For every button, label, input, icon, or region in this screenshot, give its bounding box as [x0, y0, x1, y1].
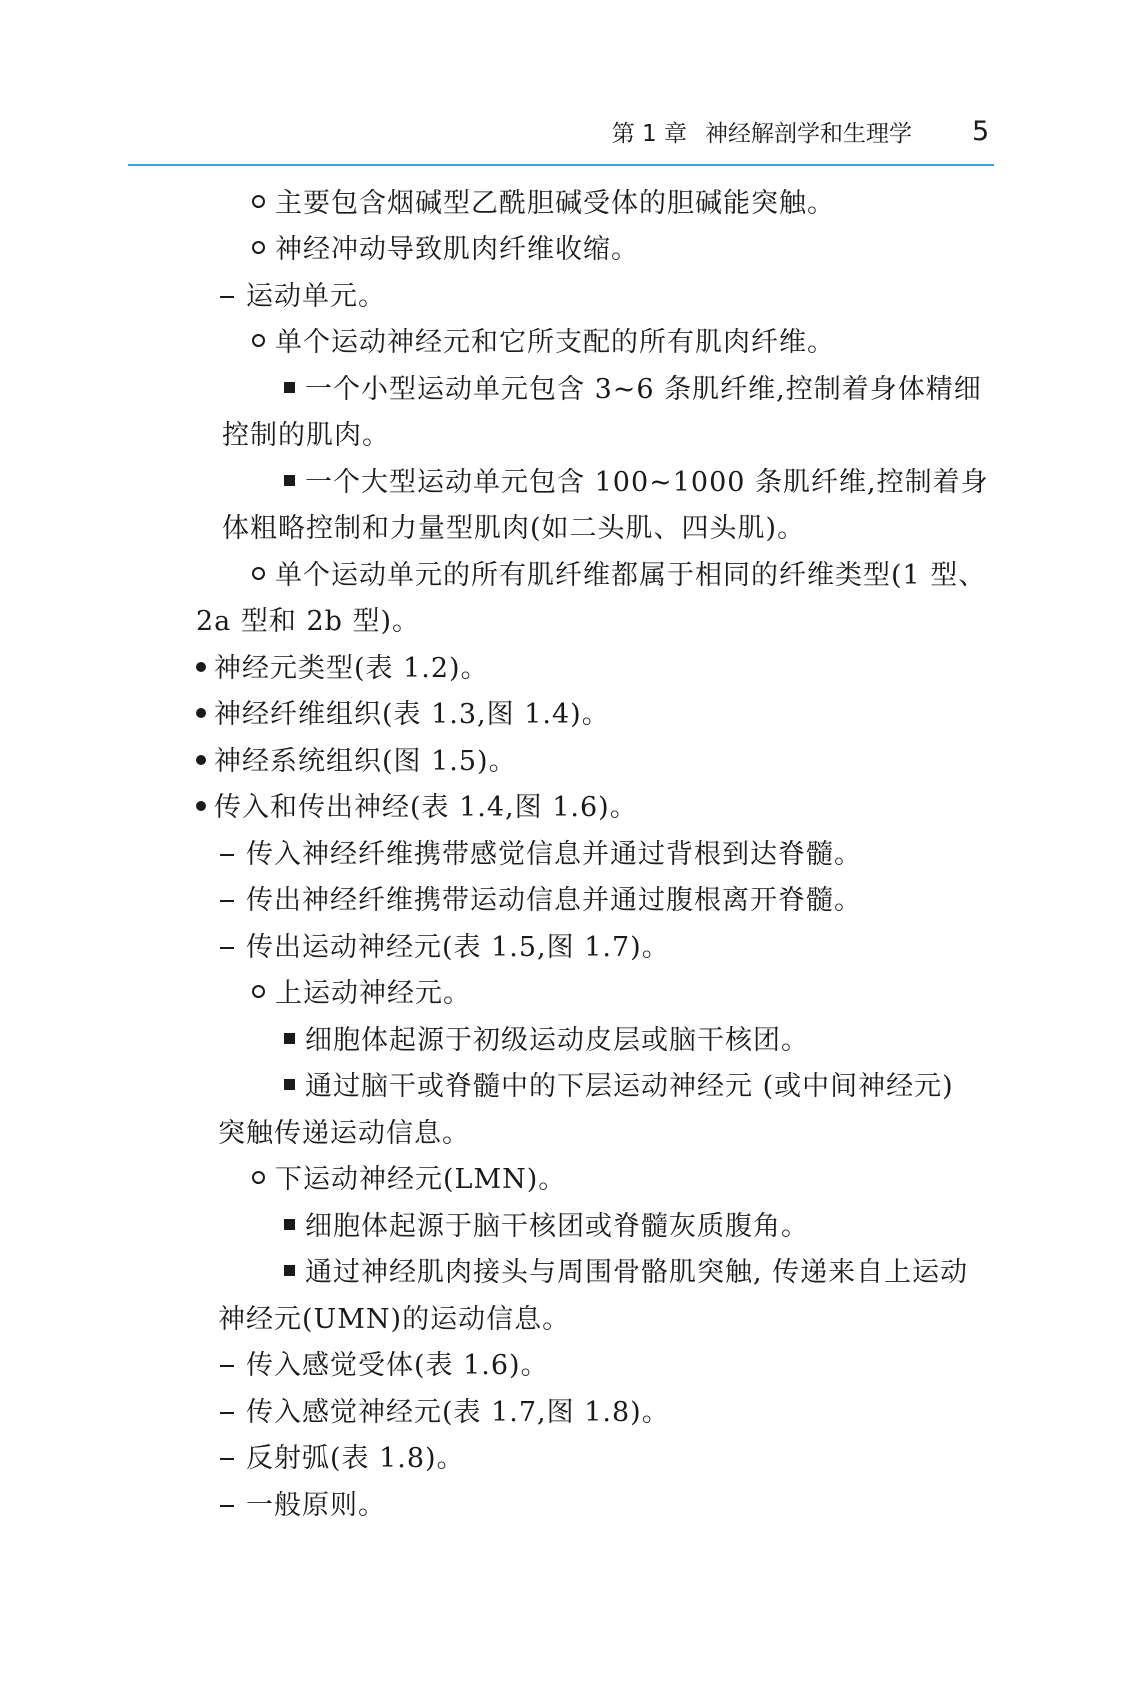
- list-item: [284, 465, 989, 501]
- dot-bullet-icon: [196, 662, 206, 672]
- list-item-text: 神经冲动导致肌肉纤维收缩。: [275, 234, 639, 265]
- circle-bullet-icon: [252, 567, 265, 580]
- list-item-continuation: 神经元(UMN)的运动信息。: [218, 1304, 571, 1335]
- list-item: [284, 1069, 954, 1105]
- dot-bullet-icon: [196, 801, 206, 811]
- square-bullet-icon: [284, 1079, 295, 1090]
- list-item-text: 通过神经肌肉接头与周围骨骼肌突触, 传递来自上运动: [305, 1257, 969, 1288]
- list-item-text: 神经纤维组织(表 1.3,图 1.4)。: [214, 699, 610, 730]
- list-item-continuation: 体粗略控制和力量型肌肉(如二头肌、四头肌)。: [222, 513, 806, 544]
- list-item-text: 上运动神经元。: [275, 978, 471, 1009]
- list-item: [220, 1488, 386, 1524]
- list-item-text: 传出运动神经元(表 1.5,图 1.7)。: [246, 932, 670, 963]
- chapter-title: 神经解剖学和生理学: [705, 121, 912, 147]
- list-item: [220, 279, 386, 315]
- list-item-text: 神经系统组织(图 1.5)。: [214, 746, 517, 777]
- list-item-text: 传入神经纤维携带感觉信息并通过背根到达脊髓。: [246, 839, 862, 870]
- square-bullet-icon: [284, 382, 295, 393]
- list-item-text: 单个运动神经元和它所支配的所有肌肉纤维。: [275, 327, 835, 358]
- list-item-text: 传出神经纤维携带运动信息并通过腹根离开脊髓。: [246, 885, 862, 916]
- list-item: [220, 1441, 465, 1477]
- list-item-text: 通过脑干或脊髓中的下层运动神经元 (或中间神经元): [305, 1071, 954, 1102]
- list-item: [252, 976, 471, 1012]
- dash-bullet-icon: [220, 1412, 234, 1414]
- dash-bullet-icon: [220, 1458, 234, 1460]
- dot-bullet-icon: [196, 708, 206, 718]
- list-item: [196, 744, 517, 780]
- circle-bullet-icon: [252, 195, 265, 208]
- list-item: [284, 1023, 809, 1059]
- square-bullet-icon: [284, 1265, 295, 1276]
- list-item-text: 下运动神经元(LMN)。: [275, 1164, 567, 1195]
- square-bullet-icon: [284, 1033, 295, 1044]
- list-item: [220, 1395, 670, 1431]
- list-item: [220, 837, 862, 873]
- list-item-text: 传入和传出神经(表 1.4,图 1.6)。: [214, 792, 638, 823]
- list-item-text: 一般原则。: [246, 1490, 386, 1521]
- list-item-text: 神经元类型(表 1.2)。: [214, 653, 489, 684]
- list-item-text: 一个小型运动单元包含 3~6 条肌纤维,控制着身体精细: [305, 374, 982, 405]
- circle-bullet-icon: [252, 985, 265, 998]
- list-item: [252, 232, 639, 268]
- list-item: [284, 1209, 809, 1245]
- list-item: [252, 1162, 566, 1198]
- dot-bullet-icon: [196, 755, 206, 765]
- list-item-text: 单个运动单元的所有肌纤维都属于相同的纤维类型(1 型、: [275, 560, 987, 591]
- circle-bullet-icon: [252, 334, 265, 347]
- circle-bullet-icon: [252, 241, 265, 254]
- list-item-text: 细胞体起源于脑干核团或脊髓灰质腹角。: [305, 1211, 809, 1242]
- list-item-continuation: 突触传递运动信息。: [218, 1118, 470, 1149]
- list-item: [252, 186, 835, 222]
- list-item: [284, 1255, 968, 1291]
- list-item: [196, 697, 610, 733]
- list-item: [252, 558, 986, 594]
- square-bullet-icon: [284, 1219, 295, 1230]
- list-item: [284, 372, 982, 408]
- list-item-continuation: 2a 型和 2b 型)。: [196, 606, 421, 637]
- dash-bullet-icon: [220, 900, 234, 902]
- list-item-continuation: 控制的肌肉。: [222, 420, 390, 451]
- page-number: 5: [972, 116, 990, 147]
- list-item-text: 运动单元。: [246, 281, 386, 312]
- list-item: [196, 651, 489, 687]
- list-item: [196, 790, 638, 826]
- list-item-text: 细胞体起源于初级运动皮层或脑干核团。: [305, 1025, 809, 1056]
- circle-bullet-icon: [252, 1171, 265, 1184]
- list-item-text: 反射弧(表 1.8)。: [246, 1443, 465, 1474]
- list-item-text: 主要包含烟碱型乙酰胆碱受体的胆碱能突触。: [275, 188, 835, 219]
- dash-bullet-icon: [220, 947, 234, 949]
- dash-bullet-icon: [220, 296, 234, 298]
- list-item: [220, 883, 862, 919]
- list-item: [220, 930, 670, 966]
- list-item: [252, 325, 835, 361]
- dash-bullet-icon: [220, 1505, 234, 1507]
- list-item-text: 传入感觉神经元(表 1.7,图 1.8)。: [246, 1397, 670, 1428]
- dash-bullet-icon: [220, 854, 234, 856]
- chapter-label: 第 1 章: [611, 121, 687, 147]
- list-item: [220, 1348, 549, 1384]
- dash-bullet-icon: [220, 1365, 234, 1367]
- list-item-text: 传入感觉受体(表 1.6)。: [246, 1350, 549, 1381]
- square-bullet-icon: [284, 475, 295, 486]
- list-item-text: 一个大型运动单元包含 100~1000 条肌纤维,控制着身: [305, 467, 989, 498]
